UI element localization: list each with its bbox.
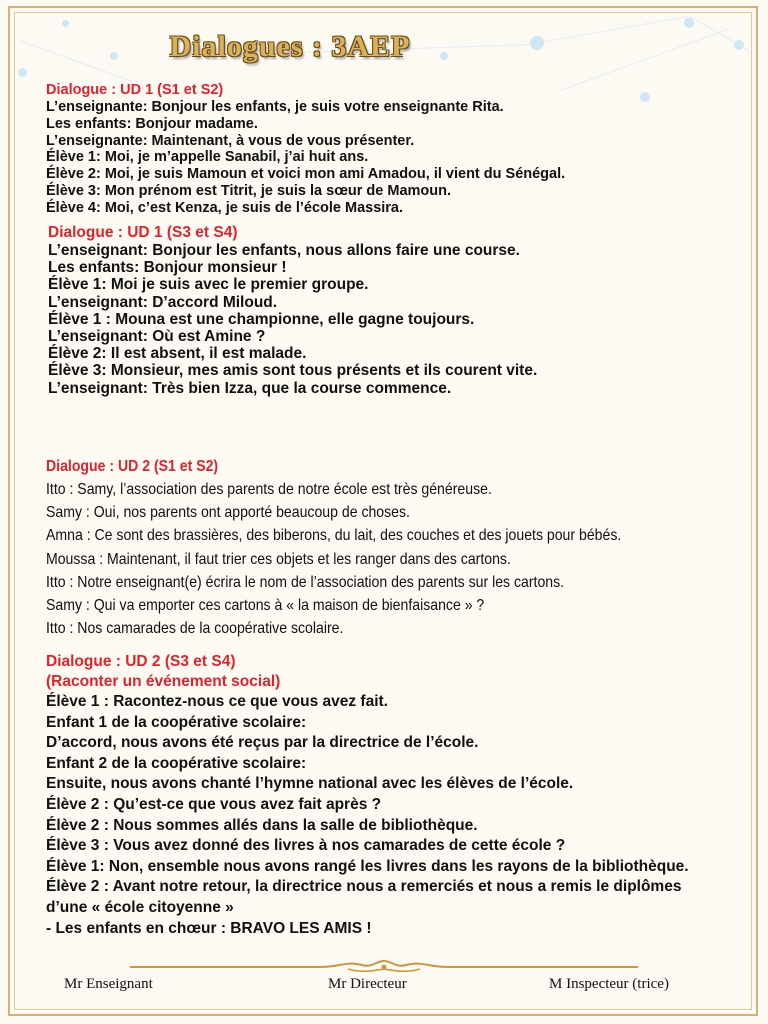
dialogue-line: Samy : Qui va emporter ces cartons à « la maison de bienfaisance » ? xyxy=(46,597,485,615)
dialogue-line: Élève 1: Moi, je m’appelle Sanabil, j’ai huit ans. xyxy=(46,149,369,166)
dialogue-line: Élève 4: Moi, c’est Kenza, je suis de l’école Massira. xyxy=(46,199,404,216)
ornament-flourish-icon xyxy=(318,959,450,975)
dialogue-line: Enfant 1 de la coopérative scolaire: xyxy=(46,713,307,731)
dialogue-line: Élève 2 : Nous sommes allés dans la salle de bibliothèque. xyxy=(46,816,478,834)
dialogue-line: L’enseignant: Très bien Izza, que la course commence. xyxy=(48,379,452,397)
dialogue-section-ud2-s3s4 xyxy=(46,652,738,939)
dialogue-line: L’enseignant: D’accord Miloud. xyxy=(48,293,278,311)
dialogue-line: Élève 1 : Racontez-nous ce que vous avez fait. xyxy=(46,693,388,710)
dialogue-section-ud1-s3s4 xyxy=(48,224,738,397)
ornament-line-left xyxy=(130,966,320,968)
dialogue-line: Itto : Samy, l’association des parents de notre école est très généreuse. xyxy=(46,481,492,498)
dialogue-line: L’enseignante: Maintenant, à vous de vous présenter. xyxy=(46,132,415,149)
dialogue-line: Itto : Notre enseignant(e) écrira le nom de l’association des parents sur les cartons. xyxy=(46,573,565,591)
dialogue-line: Enfant 2 de la coopérative scolaire: xyxy=(46,754,307,772)
dialogue-line: Samy : Oui, nos parents ont apporté beaucoup de choses. xyxy=(46,504,410,522)
section-subtitle: (Raconter un événement social) xyxy=(46,673,281,690)
section-title: Dialogue : UD 2 (S3 et S4) xyxy=(46,653,236,670)
dialogue-line: Élève 2: Il est absent, il est malade. xyxy=(48,345,307,363)
dialogue-section-ud1-s1s2 xyxy=(46,82,738,217)
section-title: Dialogue : UD 1 (S1 et S2) xyxy=(46,82,224,98)
dialogue-line: Les enfants: Bonjour monsieur ! xyxy=(48,259,287,277)
dialogue-line: L’enseignant: Bonjour les enfants, nous allons faire une course. xyxy=(48,242,520,259)
dialogue-line: Élève 1: Moi je suis avec le premier groupe. xyxy=(48,276,369,294)
signature-teacher: Mr Enseignant xyxy=(64,976,153,992)
dialogue-line: D’accord, nous avons été reçus par la directrice de l’école. xyxy=(46,734,479,752)
signature-footer xyxy=(0,972,768,1002)
dialogue-line: d’une « école citoyenne » xyxy=(46,898,234,916)
section-title: Dialogue : UD 1 (S3 et S4) xyxy=(48,224,238,241)
page-title: Dialogues : 3AEP xyxy=(169,30,411,63)
dialogue-line: Élève 3: Mon prénom est Titrit, je suis la sœur de Mamoun. xyxy=(46,182,452,199)
dialogue-line: Itto : Nos camarades de la coopérative scolaire. xyxy=(46,620,344,638)
signature-inspector: M Inspecteur (trice) xyxy=(549,976,669,992)
dialogue-line: Élève 3 : Vous avez donné des livres à nos camarades de cette école ? xyxy=(46,837,566,855)
dialogue-line: Élève 3: Monsieur, mes amis sont tous présents et ils courent vite. xyxy=(48,362,538,380)
dialogue-line: Moussa : Maintenant, il faut trier ces objets et les ranger dans des cartons. xyxy=(46,550,511,568)
section-title: Dialogue : UD 2 (S1 et S2) xyxy=(46,458,219,475)
dialogue-line: Élève 1: Non, ensemble nous avons rangé les livres dans les rayons de la bibliothèque. xyxy=(46,857,689,875)
dialogue-line: Élève 2: Moi, je suis Mamoun et voici mon ami Amadou, il vient du Sénégal. xyxy=(46,166,566,183)
dialogue-line: Élève 1 : Mouna est une championne, elle gagne toujours. xyxy=(48,310,475,328)
dialogue-line: Les enfants: Bonjour madame. xyxy=(46,115,258,132)
dialogue-line: L’enseignante: Bonjour les enfants, je suis votre enseignante Rita. xyxy=(46,99,504,115)
dialogue-line: Élève 2 : Avant notre retour, la directrice nous a remerciés et nous a remis le diplômes xyxy=(46,878,682,896)
dialogue-line: Élève 2 : Qu’est-ce que vous avez fait après ? xyxy=(46,795,382,813)
dialogue-line: Amna : Ce sont des brassières, des biberons, du lait, des couches et des jouets pour bébés. xyxy=(46,527,622,545)
dialogue-section-ud2-s1s2 xyxy=(46,456,738,640)
ornament-line-right xyxy=(448,966,638,968)
dialogue-line: Ensuite, nous avons chanté l’hymne national avec les élèves de l’école. xyxy=(46,775,574,793)
dialogue-line: - Les enfants en chœur : BRAVO LES AMIS ! xyxy=(46,919,372,937)
signature-director: Mr Directeur xyxy=(328,976,407,992)
dialogue-line: L’enseignant: Où est Amine ? xyxy=(48,328,266,346)
